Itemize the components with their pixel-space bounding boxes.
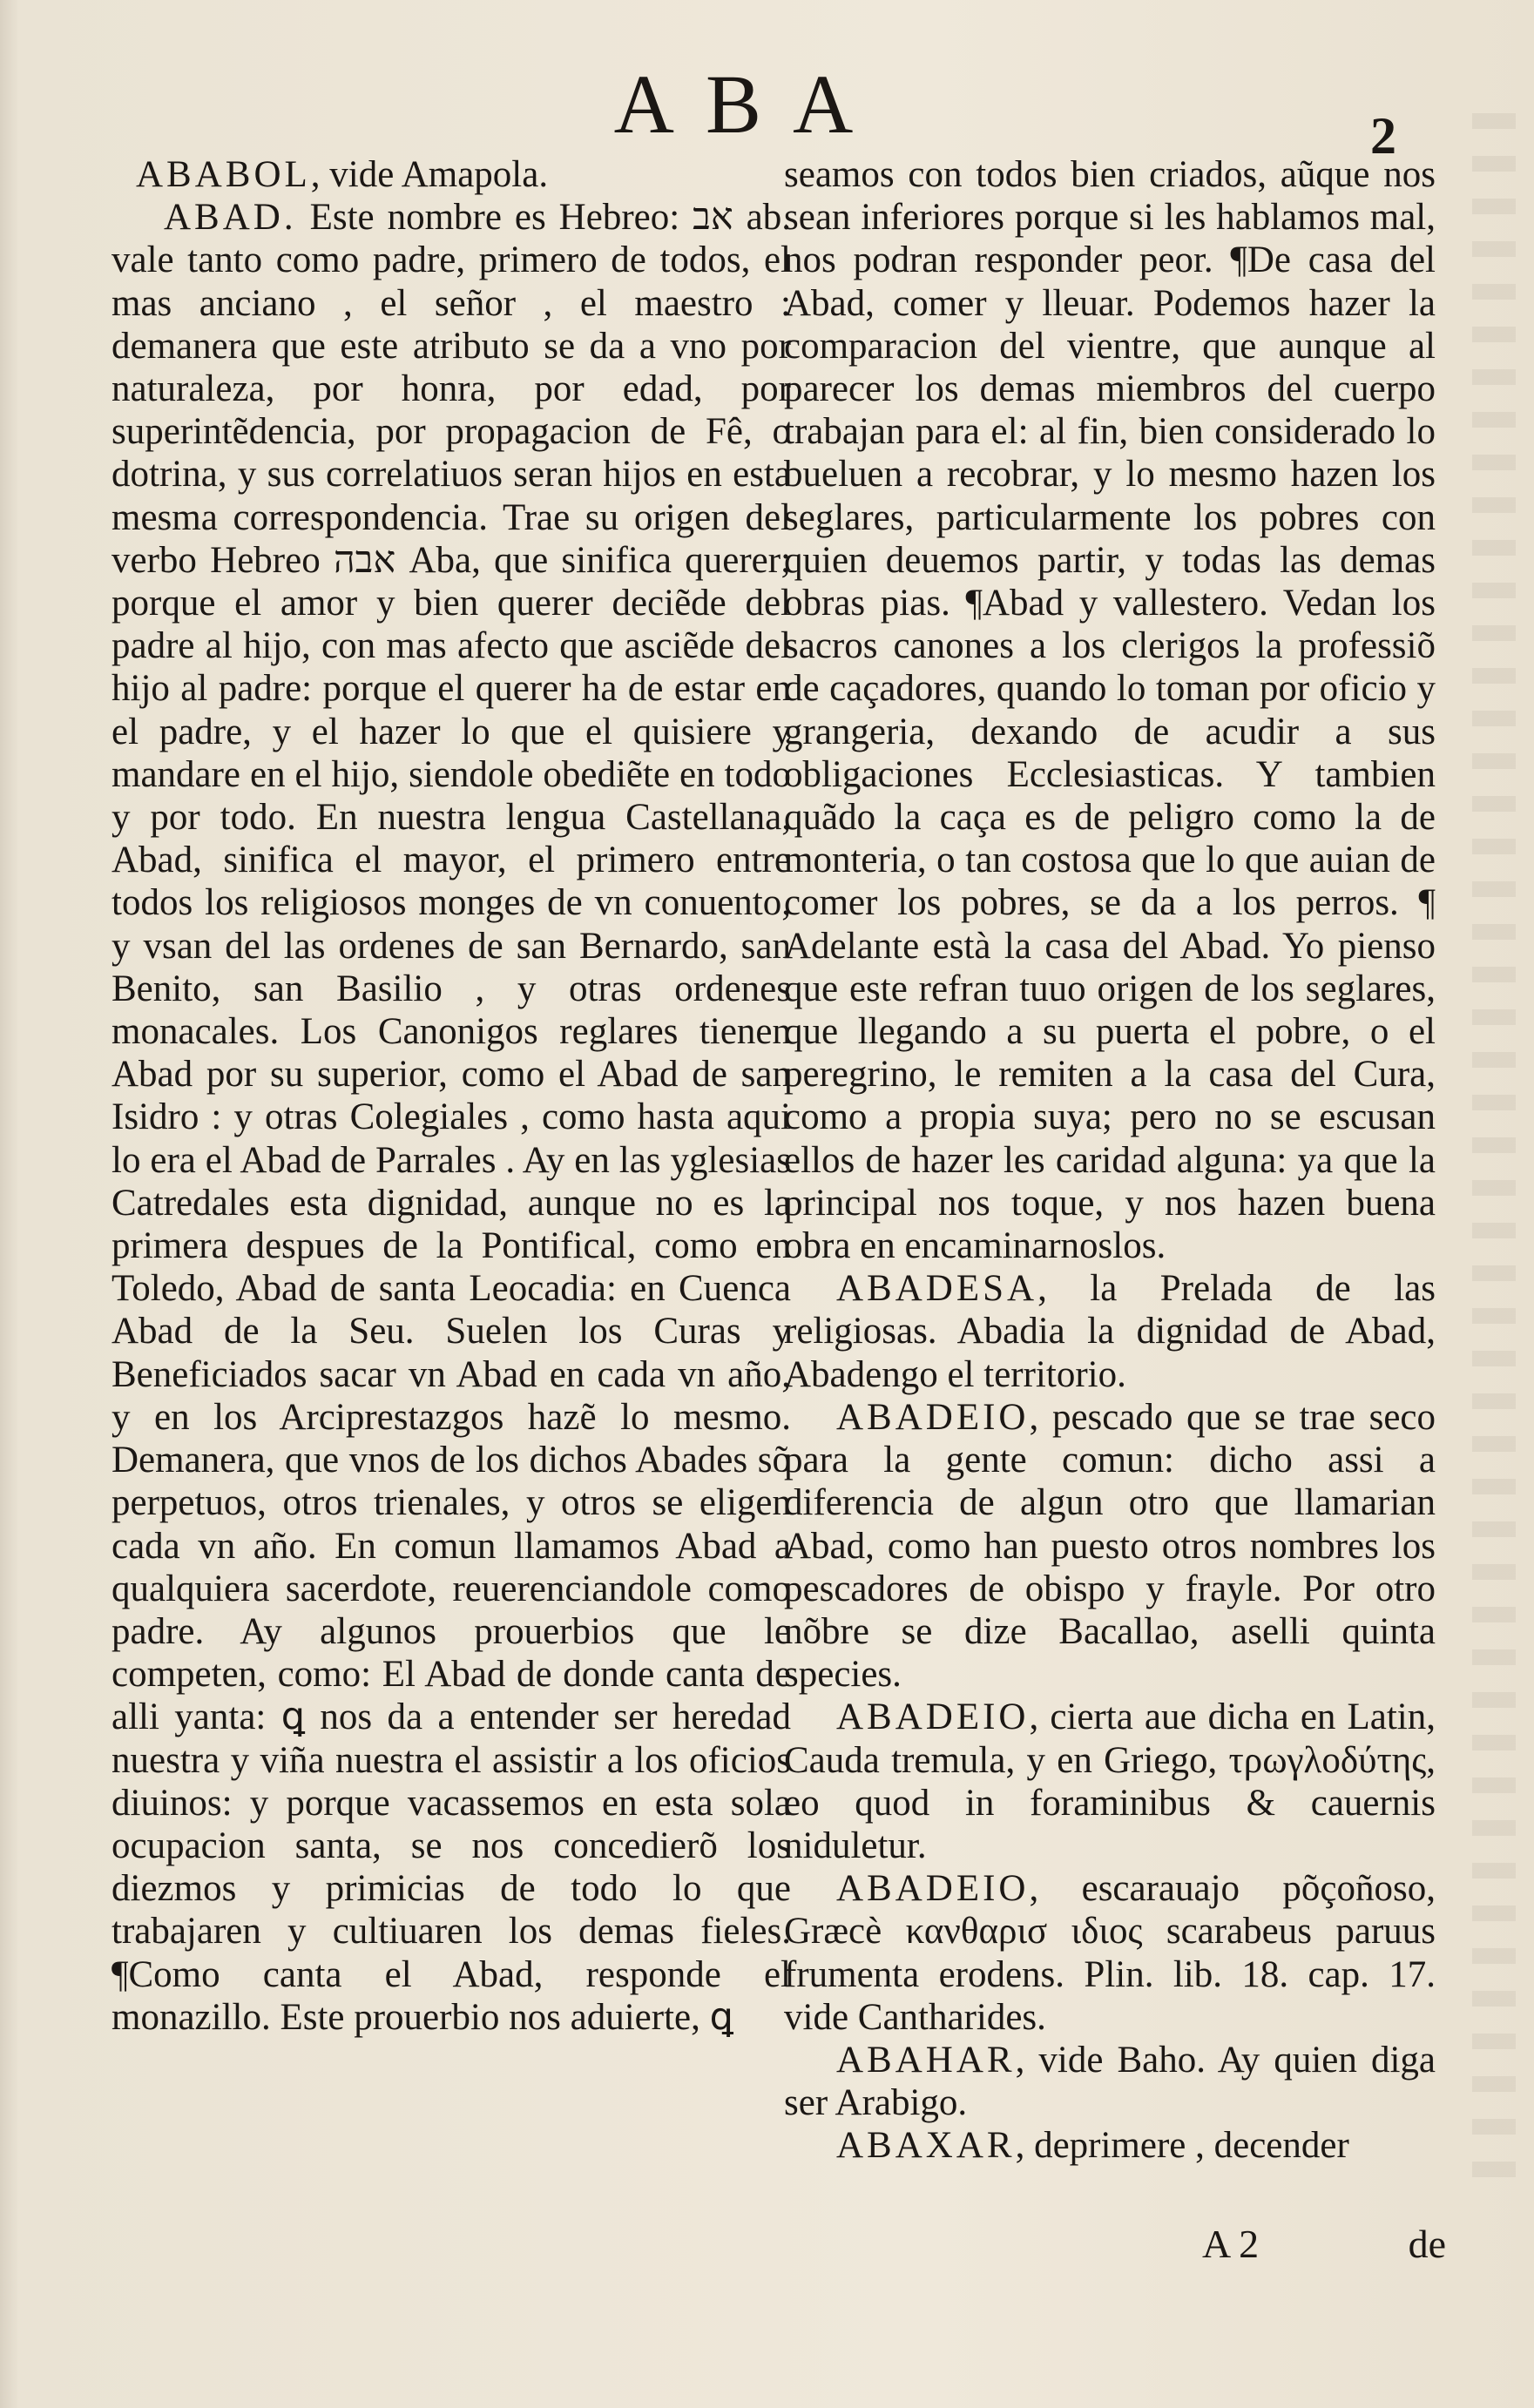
entry-text: , vide Baho. Ay quien diga ser Arabigo.: [784, 2039, 1436, 2124]
entry-text: , escarauajo põçoñoso, Græcè κανθαρισ ιδιος scarabeus paruus frumenta erodens. Plin. lib. 18. cap. 17. vide Cantharides.: [784, 1868, 1436, 2038]
headword: ABABOL: [136, 154, 311, 195]
catchword: de: [1408, 2222, 1446, 2266]
headword: ABADEIO: [836, 1696, 1030, 1738]
page-number: 2: [1370, 107, 1396, 165]
entry-ababol: [112, 153, 791, 196]
entry-abaxar: [784, 2124, 1436, 2167]
headword: ABAXAR: [836, 2125, 1016, 2167]
left-column: [112, 153, 791, 2039]
entry-continuation: seamos con todos bien criados, aũque nos sean inferiores porque si les hablamos mal, nos podran responder peor. ¶De casa del Abad, comer y lleuar. Podemos hazer la comparacion del vientre, que aunque al parecer los demas miembros del cuerpo trabajan para el: al fin, bien considerado lo bueluen a recobrar, y lo mesmo hazen los seglares, particularmente los pobres con quien deuemos partir, y todas las demas obras pias. ¶Abad y vallestero. Vedan los sacros canones a los clerigos la professiõ de caçadores, quando lo toman por oficio y grangeria, dexando de acudir a sus obligaciones Ecclesiasticas. Y tambien quãdo la caça es de peligro como la de monteria, o tan costosa que lo que auian de comer los pobres, se da a los perros. ¶ Adelante està la casa del Abad. Yo pienso que este refran tuuo origen de los seglares, que llegando a su puerta el pobre, o el peregrino, le remiten a la casa del Cura, como a propia suya; pero no se escusan ellos de hazer les caridad alguna: ya que la principal nos toque, y nos hazen buena obra en encaminarnoslos.: [784, 154, 1436, 1267]
right-column: [784, 153, 1436, 2168]
entry-text: Este nombre es Hebreo: אב ab. vale tanto como padre, primero de todos, el mas anciano , el señor , el maestro : demanera que este atributo se da a vno por naturaleza, por honra, por edad, por superintẽdencia, por propagacion de Fê, o dotrina, y sus correlatiuos seran hijos en esta mesma correspondencia. Trae su origen del verbo Hebreo אבה Aba, que sinifica querer; porque el amor y bien querer deciẽde del padre al hijo, con mas afecto que asciẽde del hijo al padre: porque el querer ha de estar en el padre, y el hazer lo que el quisiere y mandare en el hijo, siendole obediẽte en todo y por todo. En nuestra lengua Castellana, Abad, sinifica el mayor, el primero entre todos los religiosos monges de vn conuento, y vsan del las ordenes de san Bernardo, san Benito, san Basilio , y otras ordenes monacales. Los Canonigos reglares tienen Abad por su superior, como el Abad de san Isidro : y otras Colegiales , como hasta aqui lo era el Abad de Parrales . Ay en las yglesias Catredales esta dignidad, aunque no es la primera despues de la Pontifical, como en Toledo, Abad de santa Leocadia: en Cuenca Abad de la Seu. Suelen los Curas y Beneficiados sacar vn Abad en cada vn año, y en los Arciprestazgos hazẽ lo mesmo. Demanera, que vnos de los dichos Abades sõ perpetuos, otros trienales, y otros se eligen cada vn año. En comun llamamos Abad a qualquiera sacerdote, reuerenciandole como padre. Ay algunos prouerbios que le competen, como: El Abad de donde canta de alli yanta: ꝗ nos da a entender ser heredad nuestra y viña nuestra el assistir a los oficios diuinos: y porque vacassemos en esta sola ocupacion santa, se nos concedierõ los diezmos y primicias de todo lo que trabajaren y cultiuaren los demas fieles. ¶Como canta el Abad, responde el monazillo. Este prouerbio nos aduierte, ꝗ: [112, 197, 792, 2038]
entry-abadeio-bird: [784, 1696, 1436, 1867]
entry-text: , pescado que se trae seco para la gente comun: dicho assi a diferencia de algun otro que llamarian Abad, como han puesto otros nombres los pescadores de obispo y frayle. Por otro nõbre se dize Bacallao, aselli quinta species.: [784, 1396, 1436, 1696]
headword: ABADEIO: [836, 1396, 1030, 1438]
entry-text: , cierta aue dicha en Latin, Cauda tremula, y en Griego, τρωγλοδύτης, eo quod in foraminibus & cauernis niduletur.: [784, 1696, 1436, 1866]
entry-abad: [112, 196, 791, 2039]
entry-text: , la Prelada de las religiosas. Abadia la dignidad de Abad, Abadengo el territorio.: [784, 1268, 1436, 1395]
entry-abadeio-beetle: [784, 1867, 1436, 2039]
entry-abadeio-fish: [784, 1396, 1436, 1696]
show-through-text: [1472, 113, 1516, 2203]
running-head: ABA: [613, 57, 885, 151]
footer: [1202, 2221, 1446, 2267]
headword: ABADEIO: [836, 1868, 1030, 1910]
entry-abahar: [784, 2039, 1436, 2124]
signature-mark: A 2: [1202, 2222, 1260, 2266]
headword: ABAD.: [164, 197, 297, 239]
headword: ABADESA: [836, 1268, 1038, 1310]
entry-abadesa: [784, 1267, 1436, 1396]
entry-text: , vide Amapola.: [310, 154, 549, 195]
headword: ABAHAR: [836, 2039, 1016, 2081]
entry-text: , deprimere , decender: [1015, 2125, 1349, 2167]
